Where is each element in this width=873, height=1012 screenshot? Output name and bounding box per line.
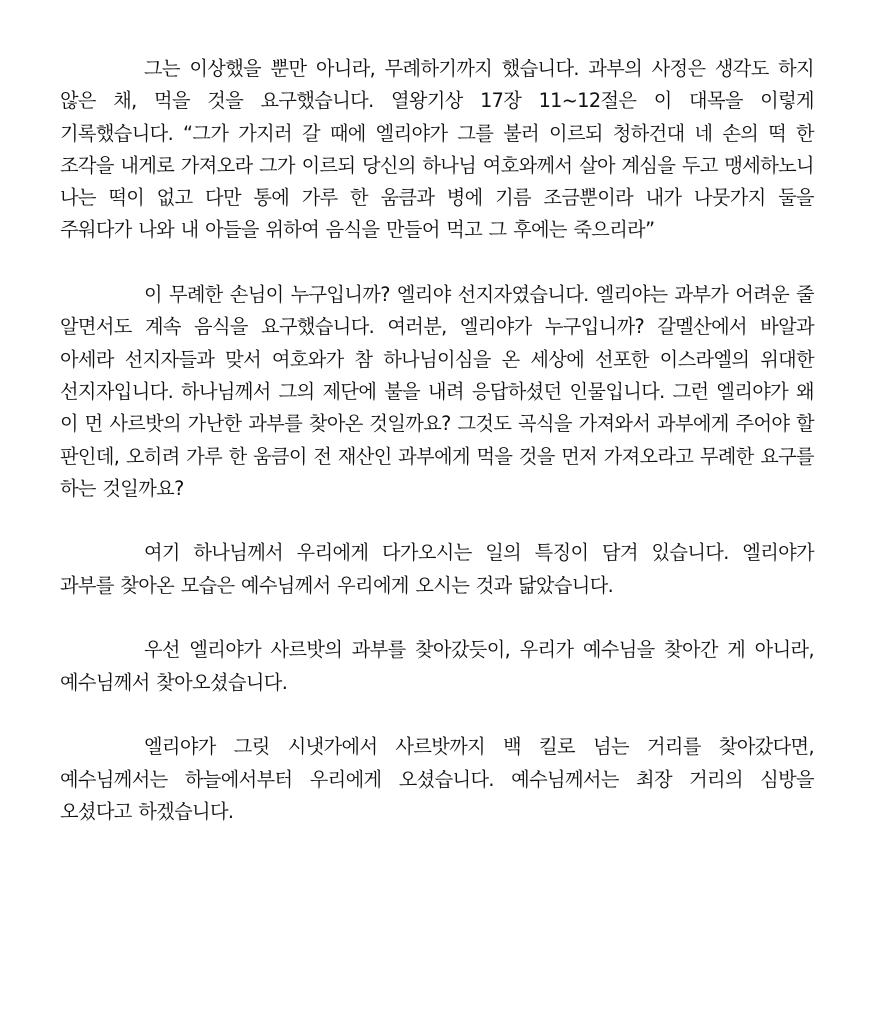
paragraph: 엘리야가 그릿 시냇가에서 사르밧까지 백 킬로 넘는 거리를 찾아갔다면, 예수님께서는 하늘에서부터 우리에게 오셨습니다. 예수님께서는 최장 거리의 심방을 오셨다고 하겠습니다. bbox=[60, 735, 814, 823]
paragraph: 우선 엘리야가 사르밧의 과부를 찾아갔듯이, 우리가 예수님을 찾아간 게 아니라, 예수님께서 찾아오셨습니다. bbox=[60, 638, 814, 694]
document-body bbox=[60, 53, 814, 828]
paragraph: 그는 이상했을 뿐만 아니라, 무례하기까지 했습니다. 과부의 사정은 생각도 하지 않은 채, 먹을 것을 요구했습니다. 열왕기상 17장 11~12절은 이 대목을 이렇게 기록했습니다. “그가 가지러 갈 때에 엘리야가 그를 불러 이르되 청하건대 네 손의 떡 한 조각을 내게로 가져오라 그가 이르되 당신의 하나님 여호와께서 살아 계심을 두고 맹세하노니 나는 떡이 없고 다만 통에 가루 한 움큼과 병에 기름 조금뿐이라 내가 나뭇가지 둘을 주워다가 나와 내 아들을 위하여 음식을 만들어 먹고 그 후에는 죽으리라” bbox=[60, 57, 814, 242]
paragraph: 여기 하나님께서 우리에게 다가오시는 일의 특징이 담겨 있습니다. 엘리야가 과부를 찾아온 모습은 예수님께서 우리에게 오시는 것과 닮았습니다. bbox=[60, 541, 814, 597]
paragraph: 이 무례한 손님이 누구입니까? 엘리야 선지자였습니다. 엘리야는 과부가 어려운 줄 알면서도 계속 음식을 요구했습니다. 여러분, 엘리야가 누구입니까? 갈멜산에서 바알과 아세라 선지자들과 맞서 여호와가 참 하나님이심을 온 세상에 선포한 이스라엘의 위대한 선지자입니다. 하나님께서 그의 제단에 불을 내려 응답하셨던 인물입니다. 그런 엘리야가 왜 이 먼 사르밧의 가난한 과부를 찾아온 것일까요? 그것도 곡식을 가져와서 과부에게 주어야 할 판인데, 오히려 가루 한 움큼이 전 재산인 과부에게 먹을 것을 먼저 가져오라고 무례한 요구를 하는 것일까요? bbox=[60, 283, 814, 500]
